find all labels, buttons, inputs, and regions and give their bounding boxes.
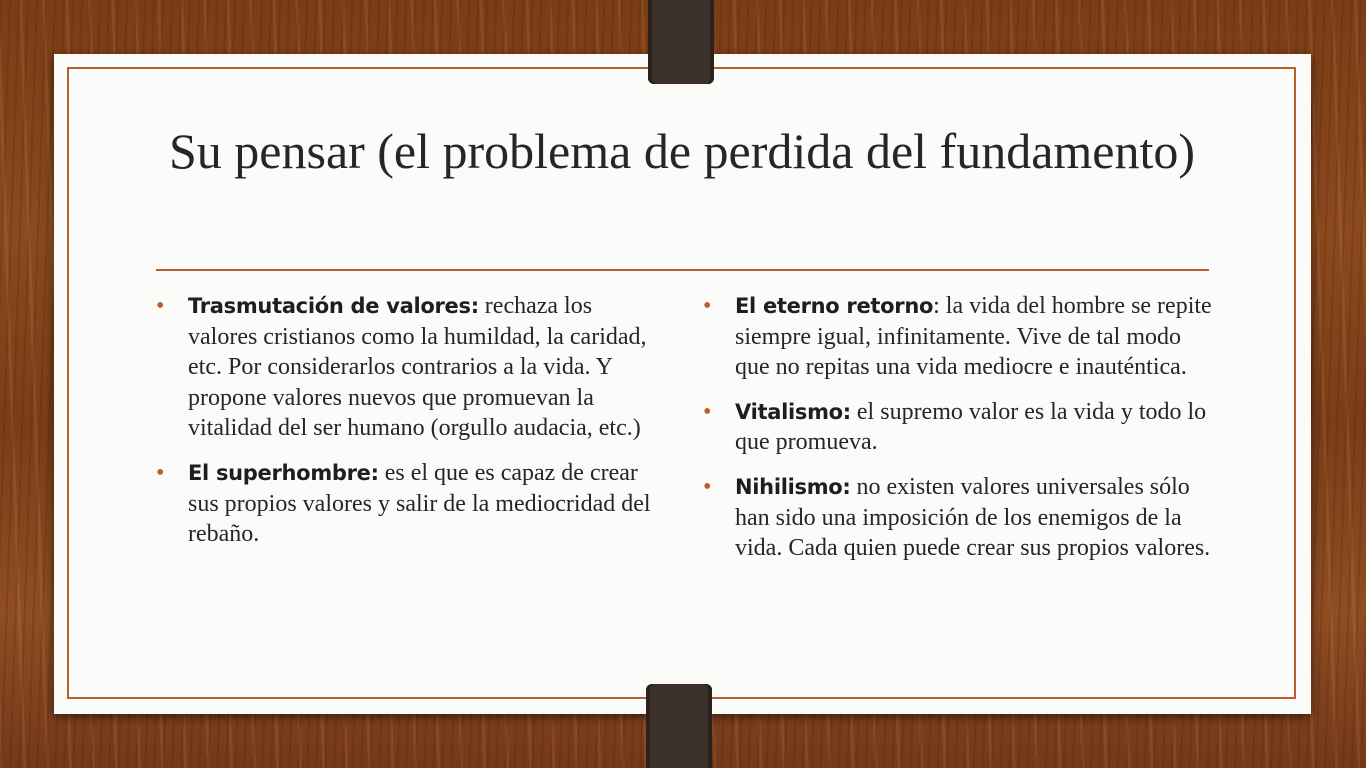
bullet-icon: • (703, 293, 712, 319)
bottom-strap (646, 684, 712, 768)
bullet-item-vitalismo (703, 397, 1218, 458)
bullet-text: : la vida del hombre se repite siempre igual, infinitamente. Vive de tal modo que no repitas una vida mediocre e inauténtica. (735, 293, 1212, 381)
bullet-text: es el que es capaz de crear sus propios valores y salir de la mediocridad del rebaño. (188, 459, 651, 548)
bullet-icon: • (703, 473, 712, 500)
title-divider (156, 269, 1209, 271)
bullet-term: Nihilismo: (735, 474, 851, 499)
bullet-item-superhombre (156, 458, 666, 550)
right-bullet-list (703, 291, 1218, 578)
bullet-text: el supremo valor es la vida y todo lo que promueva. (735, 398, 1207, 456)
bullet-term: Trasmutación de valores: (188, 294, 479, 318)
bullet-term: Vitalismo: (735, 399, 851, 424)
bullet-text: no existen valores universales sólo han sido una imposición de los enemigos de la vida. Cada quien puede crear sus propios valores. (735, 473, 1211, 562)
top-strap (648, 0, 714, 84)
left-bullet-list (156, 291, 666, 564)
bullet-term: El eterno retorno (735, 294, 934, 318)
bullet-item-trasmutacion (156, 291, 666, 444)
slide-title: Su pensar (el problema de perdida del fundamento) (168, 123, 1196, 179)
bullet-item-eterno-retorno (703, 291, 1218, 383)
bullet-icon: • (156, 459, 165, 486)
bullet-term: El superhombre: (188, 460, 379, 485)
bullet-icon: • (703, 398, 712, 425)
bullet-text: rechaza los valores cristianos como la humildad, la caridad, etc. Por considerarlos contrarios a la vida. Y propone valores nuevos que promuevan la vitalidad del ser humano (orgullo audacia, etc.) (188, 293, 647, 442)
bullet-item-nihilismo (703, 472, 1218, 564)
bullet-icon: • (156, 293, 165, 319)
